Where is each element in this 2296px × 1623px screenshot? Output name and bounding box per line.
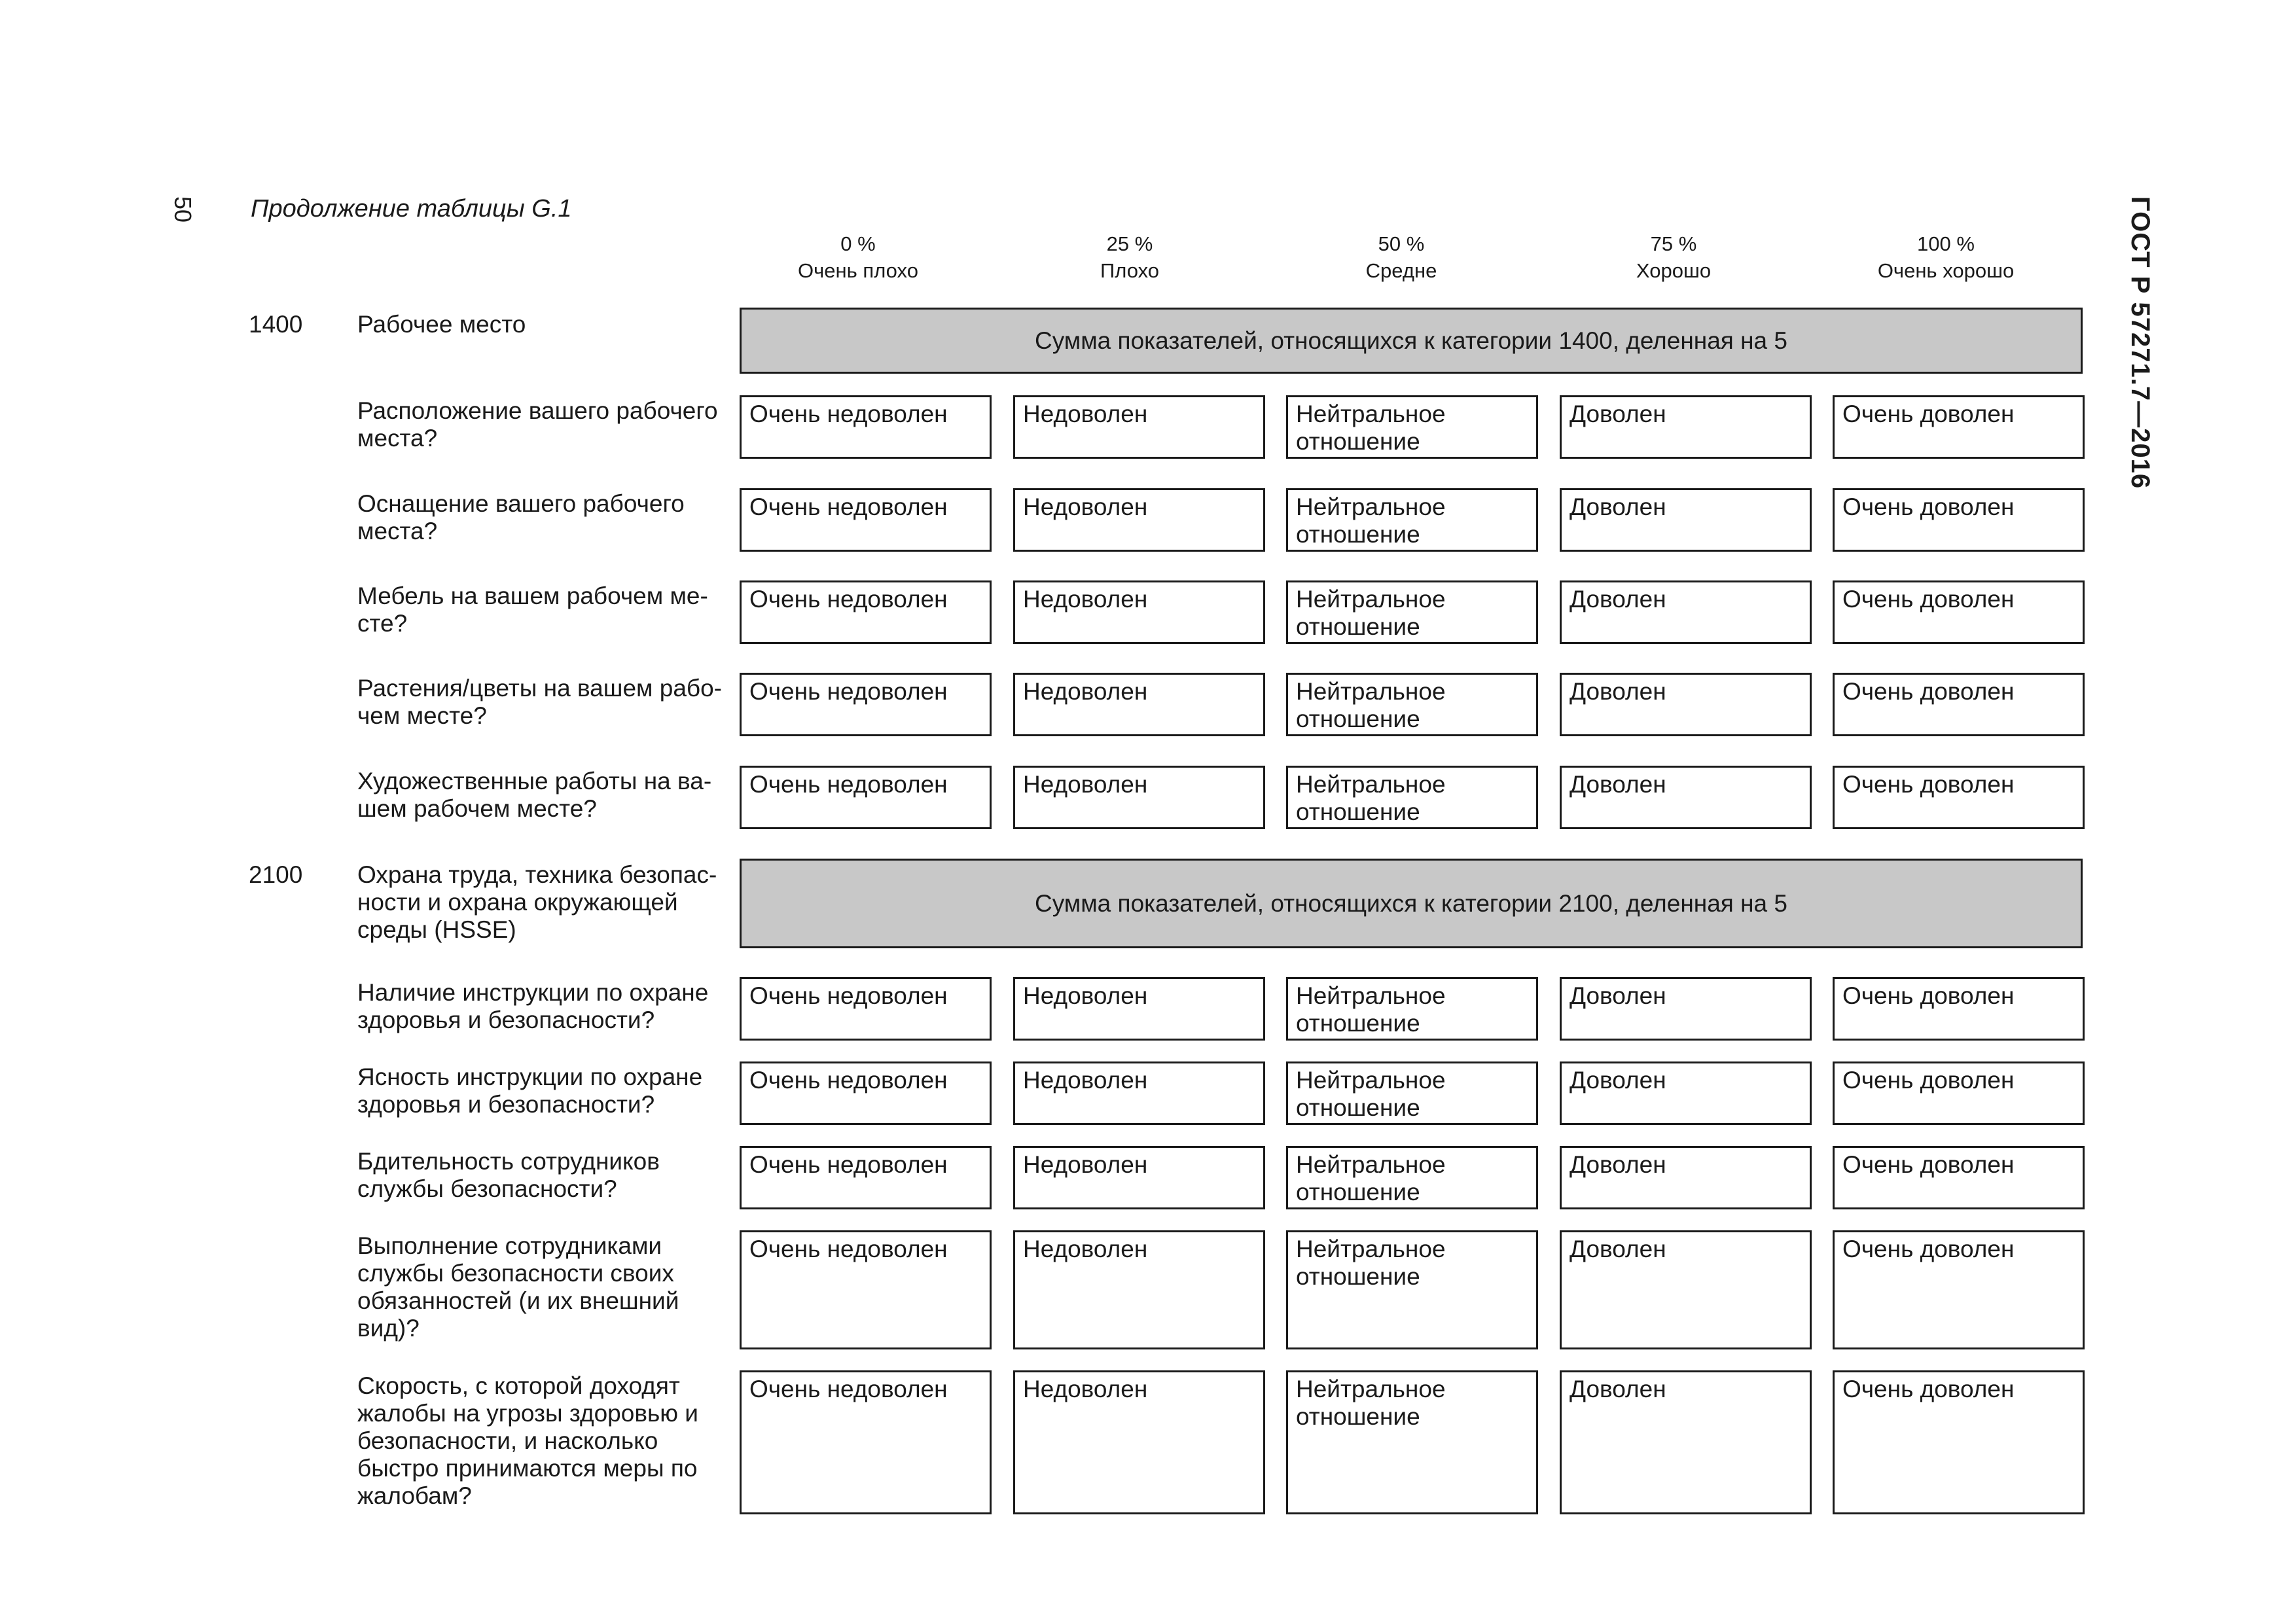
option-very-satisfied[interactable] bbox=[1833, 1370, 2085, 1514]
option-label-line2: отношение bbox=[1296, 1263, 1420, 1290]
option-label: Недоволен bbox=[1023, 1376, 1148, 1402]
scale-header-50 bbox=[1270, 230, 1532, 284]
option-label: Очень недоволен bbox=[749, 1151, 948, 1178]
scale-label: Очень хорошо bbox=[1877, 259, 2015, 282]
option-label: Нейтральное bbox=[1296, 982, 1446, 1009]
question-text: Оснащение вашего рабочего места? bbox=[357, 490, 685, 544]
category-sum-box bbox=[740, 308, 2083, 374]
option-label: Очень доволен bbox=[1842, 982, 2015, 1009]
scale-percent: 50 % bbox=[1378, 232, 1425, 255]
option-very-dissatisfied[interactable] bbox=[740, 395, 992, 459]
question-text: Бдительность сотрудников службы безопасности? bbox=[357, 1148, 660, 1202]
option-neutral[interactable] bbox=[1286, 1230, 1538, 1349]
question-text: Растения/цветы на вашем рабо-чем месте? bbox=[357, 675, 722, 729]
option-very-dissatisfied[interactable] bbox=[740, 766, 992, 829]
option-label-line2: отношение bbox=[1296, 1179, 1420, 1205]
option-very-satisfied[interactable] bbox=[1833, 977, 2085, 1041]
option-very-satisfied[interactable] bbox=[1833, 673, 2085, 736]
option-very-satisfied[interactable] bbox=[1833, 1061, 2085, 1125]
option-satisfied[interactable] bbox=[1560, 673, 1812, 736]
option-label: Очень недоволен bbox=[749, 586, 948, 613]
option-label: Нейтральное bbox=[1296, 678, 1446, 705]
option-dissatisfied[interactable] bbox=[1013, 1230, 1265, 1349]
scale-header-25 bbox=[999, 230, 1261, 284]
option-label-line2: отношение bbox=[1296, 1094, 1420, 1121]
option-label: Нейтральное bbox=[1296, 1376, 1446, 1402]
question-text: Ясность инструкции по охране здоровья и безопасности? bbox=[357, 1063, 703, 1118]
option-label: Доволен bbox=[1570, 982, 1666, 1009]
option-dissatisfied[interactable] bbox=[1013, 673, 1265, 736]
scale-header-0 bbox=[727, 230, 989, 284]
option-satisfied[interactable] bbox=[1560, 766, 1812, 829]
option-satisfied[interactable] bbox=[1560, 488, 1812, 552]
option-label: Нейтральное bbox=[1296, 586, 1446, 613]
question-text: Скорость, с которой доходят жалобы на угрозы здоровью и безопасности, и насколько быстро принимаются меры по жалобам? bbox=[357, 1372, 698, 1509]
option-neutral[interactable] bbox=[1286, 1370, 1538, 1514]
table-caption: Продолжение таблицы G.1 bbox=[251, 195, 572, 223]
option-satisfied[interactable] bbox=[1560, 1146, 1812, 1209]
scale-label: Средне bbox=[1365, 259, 1437, 282]
option-neutral[interactable] bbox=[1286, 977, 1538, 1041]
option-satisfied[interactable] bbox=[1560, 1061, 1812, 1125]
option-label: Доволен bbox=[1570, 586, 1666, 613]
option-label: Очень недоволен bbox=[749, 982, 948, 1009]
option-label: Недоволен bbox=[1023, 493, 1148, 520]
option-label: Очень недоволен bbox=[749, 678, 948, 705]
option-label: Очень доволен bbox=[1842, 1067, 2015, 1094]
option-label: Нейтральное bbox=[1296, 1067, 1446, 1094]
question-text: Выполнение сотрудниками службы безопасности своих обязанностей (и их внешний вид)? bbox=[357, 1232, 679, 1342]
option-label: Очень недоволен bbox=[749, 401, 948, 427]
option-neutral[interactable] bbox=[1286, 766, 1538, 829]
option-label: Доволен bbox=[1570, 678, 1666, 705]
option-dissatisfied[interactable] bbox=[1013, 766, 1265, 829]
option-label-line2: отношение bbox=[1296, 705, 1420, 732]
option-label: Очень недоволен bbox=[749, 1236, 948, 1262]
category-title: Рабочее место bbox=[357, 311, 526, 338]
option-label: Очень недоволен bbox=[749, 771, 948, 798]
option-very-dissatisfied[interactable] bbox=[740, 673, 992, 736]
option-label: Доволен bbox=[1570, 1376, 1666, 1402]
category-code: 2100 bbox=[249, 861, 303, 888]
option-label: Очень доволен bbox=[1842, 401, 2015, 427]
option-label: Доволен bbox=[1570, 1236, 1666, 1262]
option-label-line2: отношение bbox=[1296, 798, 1420, 825]
option-dissatisfied[interactable] bbox=[1013, 1146, 1265, 1209]
option-satisfied[interactable] bbox=[1560, 1230, 1812, 1349]
option-label: Очень недоволен bbox=[749, 1067, 948, 1094]
option-very-dissatisfied[interactable] bbox=[740, 1061, 992, 1125]
scale-label: Плохо bbox=[1100, 259, 1159, 282]
option-dissatisfied[interactable] bbox=[1013, 1061, 1265, 1125]
option-label: Очень доволен bbox=[1842, 771, 2015, 798]
scale-percent: 0 % bbox=[840, 232, 876, 255]
option-very-satisfied[interactable] bbox=[1833, 580, 2085, 644]
option-dissatisfied[interactable] bbox=[1013, 1370, 1265, 1514]
option-satisfied[interactable] bbox=[1560, 395, 1812, 459]
option-neutral[interactable] bbox=[1286, 580, 1538, 644]
option-label: Очень доволен bbox=[1842, 586, 2015, 613]
option-label: Очень доволен bbox=[1842, 1151, 2015, 1178]
option-label-line2: отношение bbox=[1296, 1403, 1420, 1430]
category-sum-box bbox=[740, 859, 2083, 948]
option-label: Недоволен bbox=[1023, 678, 1148, 705]
standard-code: ГОСТ Р 57271.7—2016 bbox=[2126, 196, 2155, 490]
page-number: 50 bbox=[170, 196, 196, 223]
option-label-line2: отношение bbox=[1296, 613, 1420, 640]
option-very-satisfied[interactable] bbox=[1833, 488, 2085, 552]
scale-percent: 75 % bbox=[1650, 232, 1697, 255]
category-sum-text: Сумма показателей, относящихся к категории 1400, деленная на 5 bbox=[1035, 327, 1787, 354]
option-label: Недоволен bbox=[1023, 1067, 1148, 1094]
option-label: Доволен bbox=[1570, 771, 1666, 798]
option-neutral[interactable] bbox=[1286, 1061, 1538, 1125]
question-text: Мебель на вашем рабочем ме-сте? bbox=[357, 582, 708, 637]
option-very-satisfied[interactable] bbox=[1833, 1146, 2085, 1209]
scale-header-100 bbox=[1815, 230, 2077, 284]
option-label: Недоволен bbox=[1023, 1236, 1148, 1262]
option-label: Нейтральное bbox=[1296, 771, 1446, 798]
option-dissatisfied[interactable] bbox=[1013, 580, 1265, 644]
option-label: Доволен bbox=[1570, 493, 1666, 520]
option-very-satisfied[interactable] bbox=[1833, 395, 2085, 459]
option-satisfied[interactable] bbox=[1560, 977, 1812, 1041]
option-neutral[interactable] bbox=[1286, 1146, 1538, 1209]
option-label: Нейтральное bbox=[1296, 1236, 1446, 1262]
option-label: Недоволен bbox=[1023, 401, 1148, 427]
option-label: Очень доволен bbox=[1842, 1376, 2015, 1402]
option-label-line2: отношение bbox=[1296, 521, 1420, 548]
option-very-satisfied[interactable] bbox=[1833, 1230, 2085, 1349]
category-sum-text: Сумма показателей, относящихся к категории 2100, деленная на 5 bbox=[1035, 889, 1787, 917]
option-label-line2: отношение bbox=[1296, 428, 1420, 455]
option-label: Очень доволен bbox=[1842, 493, 2015, 520]
option-neutral[interactable] bbox=[1286, 673, 1538, 736]
option-satisfied[interactable] bbox=[1560, 1370, 1812, 1514]
question-text: Расположение вашего рабочего места? bbox=[357, 397, 718, 452]
option-label-line2: отношение bbox=[1296, 1010, 1420, 1037]
scale-percent: 100 % bbox=[1917, 232, 1975, 255]
category-code: 1400 bbox=[249, 311, 303, 338]
category-title: Охрана труда, техника безопас-ности и охрана окружающей среды (HSSE) bbox=[357, 861, 717, 943]
option-dissatisfied[interactable] bbox=[1013, 488, 1265, 552]
option-label: Очень недоволен bbox=[749, 1376, 948, 1402]
option-very-dissatisfied[interactable] bbox=[740, 1230, 992, 1349]
option-label: Нейтральное bbox=[1296, 401, 1446, 427]
option-label: Доволен bbox=[1570, 1151, 1666, 1178]
option-label: Доволен bbox=[1570, 401, 1666, 427]
option-label: Недоволен bbox=[1023, 1151, 1148, 1178]
option-neutral[interactable] bbox=[1286, 395, 1538, 459]
option-satisfied[interactable] bbox=[1560, 580, 1812, 644]
option-dissatisfied[interactable] bbox=[1013, 977, 1265, 1041]
option-label: Очень доволен bbox=[1842, 1236, 2015, 1262]
question-text: Наличие инструкции по охране здоровья и безопасности? bbox=[357, 979, 709, 1033]
option-label: Недоволен bbox=[1023, 771, 1148, 798]
option-label: Очень недоволен bbox=[749, 493, 948, 520]
scale-percent: 25 % bbox=[1106, 232, 1153, 255]
option-very-dissatisfied[interactable] bbox=[740, 1370, 992, 1514]
option-very-dissatisfied[interactable] bbox=[740, 580, 992, 644]
option-very-dissatisfied[interactable] bbox=[740, 977, 992, 1041]
option-label: Очень доволен bbox=[1842, 678, 2015, 705]
option-very-dissatisfied[interactable] bbox=[740, 1146, 992, 1209]
option-dissatisfied[interactable] bbox=[1013, 395, 1265, 459]
option-label: Нейтральное bbox=[1296, 493, 1446, 520]
option-label: Недоволен bbox=[1023, 586, 1148, 613]
option-neutral[interactable] bbox=[1286, 488, 1538, 552]
option-very-satisfied[interactable] bbox=[1833, 766, 2085, 829]
option-label: Доволен bbox=[1570, 1067, 1666, 1094]
option-label: Нейтральное bbox=[1296, 1151, 1446, 1178]
option-label: Недоволен bbox=[1023, 982, 1148, 1009]
scale-label: Хорошо bbox=[1636, 259, 1712, 282]
scale-header-75 bbox=[1543, 230, 1804, 284]
option-very-dissatisfied[interactable] bbox=[740, 488, 992, 552]
scale-label: Очень плохо bbox=[798, 259, 918, 282]
question-text: Художественные работы на ва-шем рабочем месте? bbox=[357, 768, 712, 822]
